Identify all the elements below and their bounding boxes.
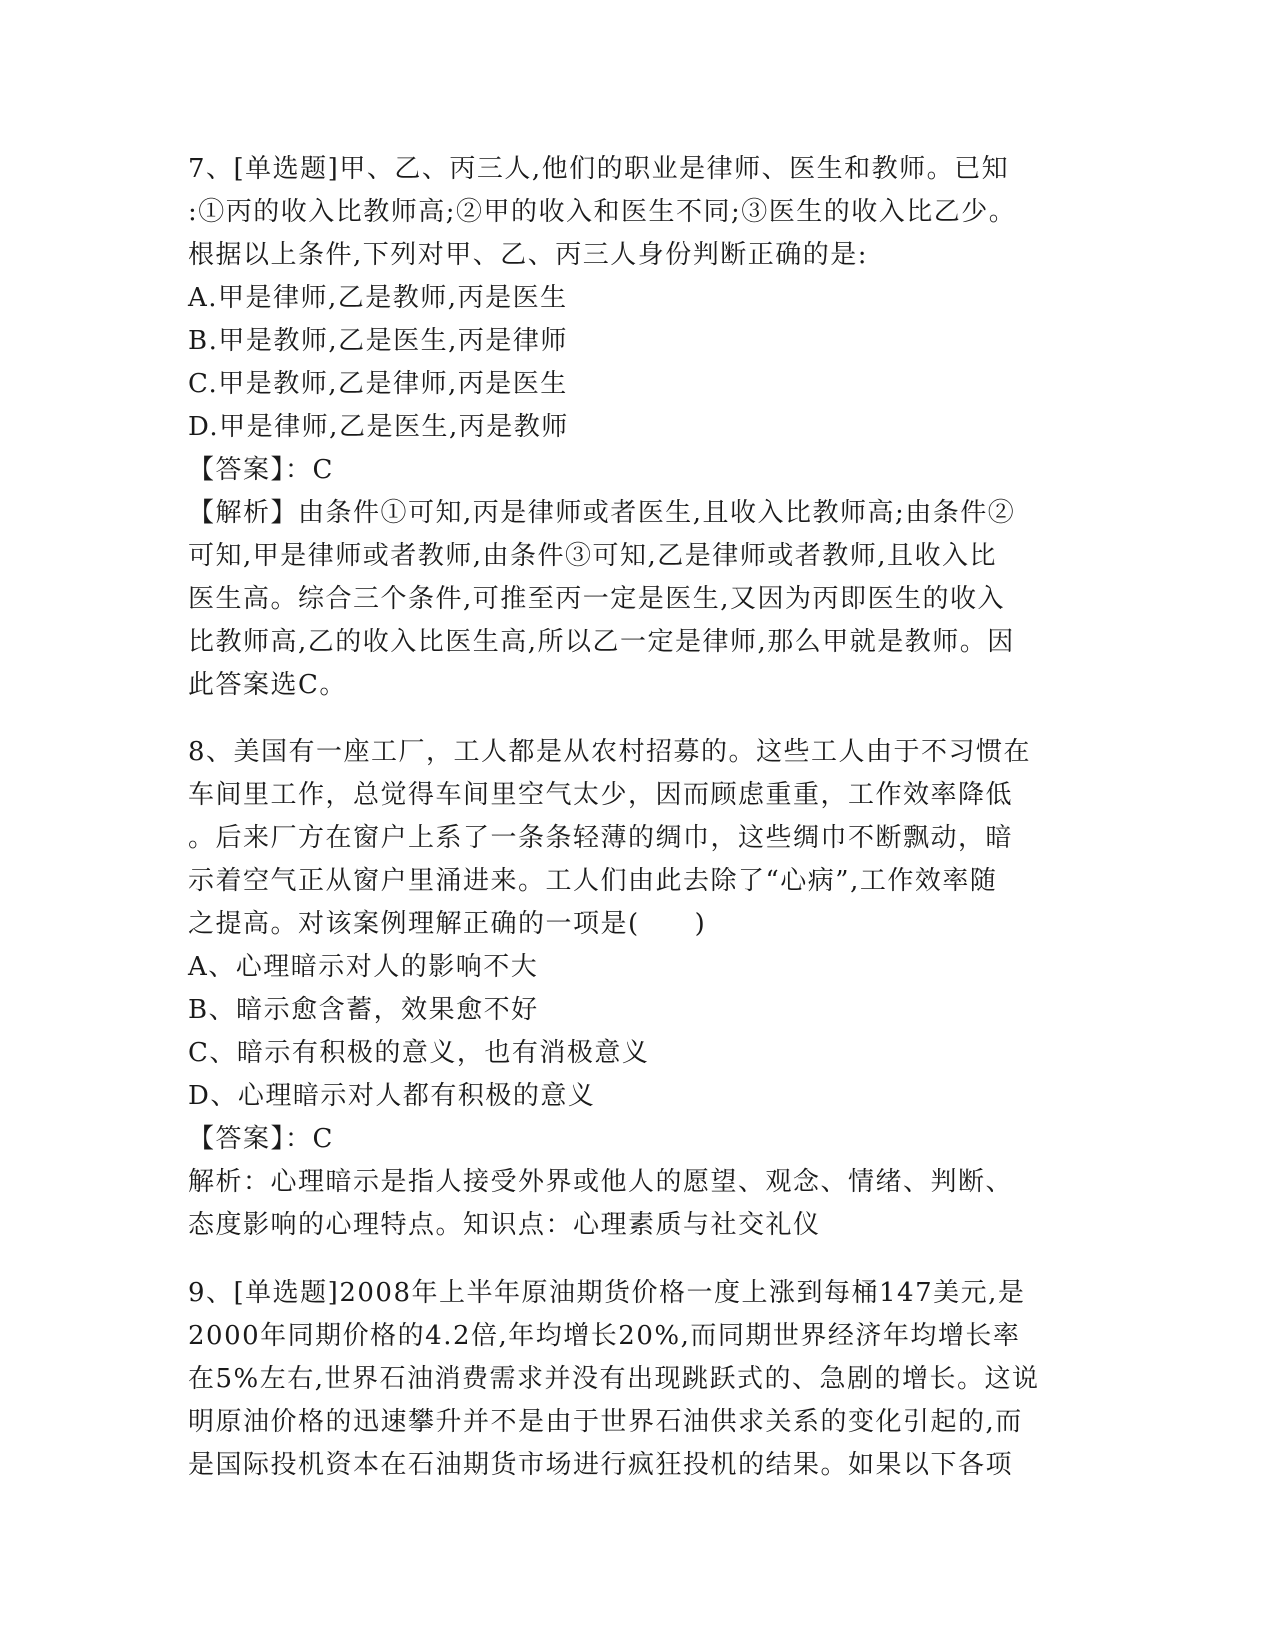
question-7-option-a: A.甲是律师,乙是教师,丙是医生 (188, 283, 568, 313)
question-7-option-c: C.甲是教师,乙是律师,丙是医生 (188, 369, 568, 399)
question-9-stem-line: 9、[单选题]2008年上半年原油期货价格一度上涨到每桶147美元,是 (188, 1278, 1026, 1308)
question-7-answer: 【答案】：C (188, 455, 334, 485)
question-7-stem-line: :①丙的收入比教师高;②甲的收入和医生不同;③医生的收入比乙少。 (188, 197, 1017, 227)
question-8-stem-line: 8、美国有一座工厂，工人都是从农村招募的。这些工人由于不习惯在 (188, 737, 1032, 767)
question-7-stem-line: 根据以上条件,下列对甲、乙、丙三人身份判断正确的是: (188, 240, 869, 270)
question-9-stem-line: 是国际投机资本在石油期货市场进行疯狂投机的结果。如果以下各项 (188, 1450, 1014, 1480)
question-8-option-b: B、暗示愈含蓄，效果愈不好 (188, 995, 539, 1025)
question-8-stem-line: 之提高。对该案例理解正确的一项是( ) (188, 909, 707, 939)
question-8-option-a: A、心理暗示对人的影响不大 (188, 952, 539, 982)
question-8-answer: 【答案】：C (188, 1124, 334, 1154)
question-7-analysis-line: 【解析】由条件①可知,丙是律师或者医生,且收入比教师高;由条件② (188, 498, 1016, 528)
question-8-analysis-line: 解析：心理暗示是指人接受外界或他人的愿望、观念、情绪、判断、 (188, 1167, 1014, 1197)
question-8-stem-line: 车间里工作，总觉得车间里空气太少，因而顾虑重重，工作效率降低 (188, 780, 1014, 810)
question-9-stem-line: 2000年同期价格的4.2倍,年均增长20%,而同期世界经济年均增长率 (188, 1321, 1021, 1351)
question-9-stem-line: 明原油价格的迅速攀升并不是由于世界石油供求关系的变化引起的,而 (188, 1407, 1023, 1437)
question-9 (188, 1272, 1088, 1487)
question-8-stem-line: 示着空气正从窗户里涌进来。工人们由此去除了“心病”,工作效率随 (188, 866, 998, 896)
question-7-analysis-line: 医生高。综合三个条件,可推至丙一定是医生,又因为丙即医生的收入 (188, 584, 1006, 614)
question-8-analysis-line: 态度影响的心理特点。知识点：心理素质与社交礼仪 (188, 1210, 821, 1240)
question-7-analysis-line: 比教师高,乙的收入比医生高,所以乙一定是律师,那么甲就是教师。因 (188, 627, 1015, 657)
question-7 (188, 148, 1088, 707)
question-8-option-c: C、暗示有积极的意义，也有消极意义 (188, 1038, 650, 1068)
question-8-option-d: D、心理暗示对人都有积极的意义 (188, 1081, 596, 1111)
question-9-stem-line: 在5%左右,世界石油消费需求并没有出现跳跃式的、急剧的增长。这说 (188, 1364, 1040, 1394)
question-7-analysis-line: 此答案选C。 (188, 670, 347, 700)
question-7-option-b: B.甲是教师,乙是医生,丙是律师 (188, 326, 568, 356)
question-8-stem-line: 。后来厂方在窗户上系了一条条轻薄的绸巾，这些绸巾不断飘动，暗 (188, 823, 1014, 853)
question-7-option-d: D.甲是律师,乙是医生,丙是教师 (188, 412, 569, 442)
question-7-stem-line: 7、[单选题]甲、乙、丙三人,他们的职业是律师、医生和教师。已知 (188, 154, 1010, 184)
question-8 (188, 731, 1088, 1247)
question-7-analysis-line: 可知,甲是律师或者教师,由条件③可知,乙是律师或者教师,且收入比 (188, 541, 998, 571)
